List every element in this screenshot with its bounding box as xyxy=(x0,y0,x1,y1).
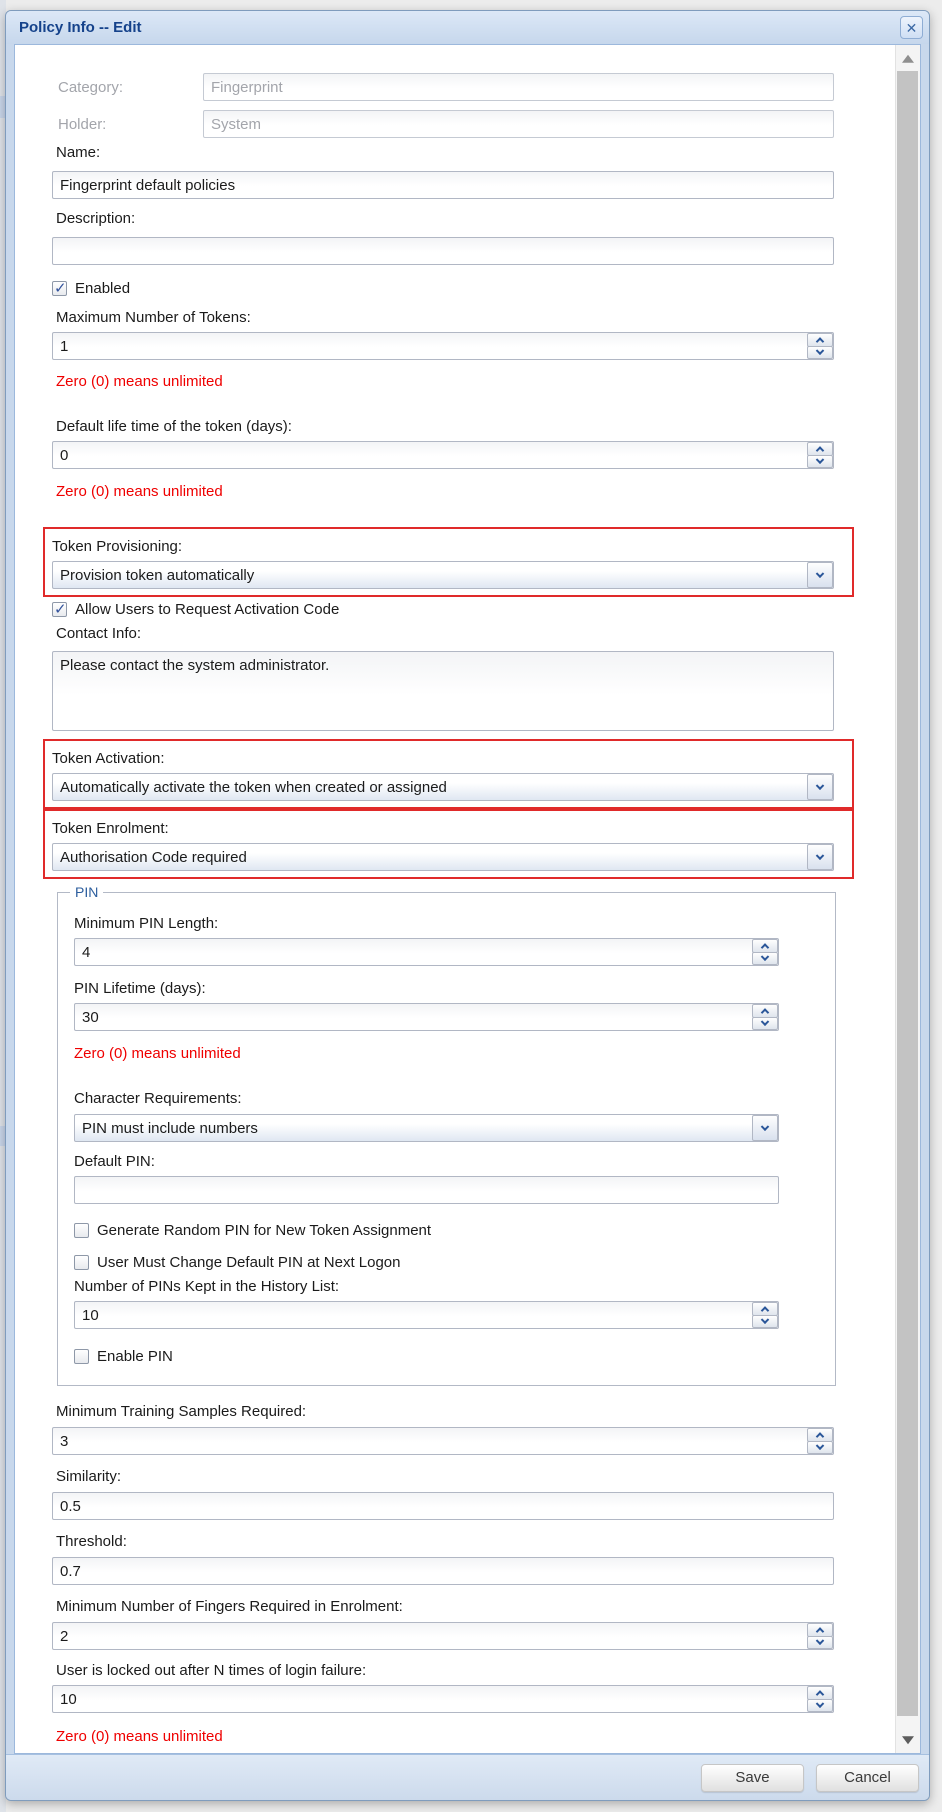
chevron-up-icon xyxy=(816,1627,824,1635)
chevron-down-icon xyxy=(761,953,769,961)
enable-pin-label: Enable PIN xyxy=(97,1347,173,1365)
chevron-down-icon xyxy=(816,347,824,355)
default-lifetime-hint: Zero (0) means unlimited xyxy=(56,483,223,500)
name-label: Name: xyxy=(56,144,101,161)
min-training-samples-spinner xyxy=(807,1428,833,1454)
pin-legend: PIN xyxy=(70,884,103,900)
name-field xyxy=(52,171,834,199)
threshold-input[interactable] xyxy=(52,1557,834,1585)
allow-request-label: Allow Users to Request Activation Code xyxy=(75,600,340,618)
dialog-titlebar[interactable] xyxy=(6,11,929,44)
scroll-down-button[interactable] xyxy=(896,1728,920,1753)
chevron-down-icon xyxy=(816,782,824,790)
max-tokens-hint: Zero (0) means unlimited xyxy=(56,373,223,390)
min-training-samples-input[interactable] xyxy=(52,1427,834,1455)
spin-up-button[interactable] xyxy=(807,1686,833,1700)
token-provisioning-input[interactable] xyxy=(52,561,834,589)
lockout-field xyxy=(52,1685,834,1713)
contact-info-label: Contact Info: xyxy=(56,625,142,642)
max-tokens-input[interactable] xyxy=(52,332,834,360)
lockout-hint: Zero (0) means unlimited xyxy=(56,1728,223,1745)
combo-trigger-button[interactable] xyxy=(807,844,833,870)
dialog-title: Policy Info -- Edit xyxy=(19,19,142,36)
must-change-pin-label: User Must Change Default PIN at Next Logon xyxy=(97,1253,401,1271)
save-button[interactable]: Save xyxy=(701,1764,804,1792)
similarity-label: Similarity: xyxy=(56,1468,122,1485)
enabled-checkbox[interactable] xyxy=(52,281,67,296)
pin-history-input[interactable] xyxy=(74,1301,779,1329)
default-lifetime-spinner xyxy=(807,442,833,468)
scrollbar-thumb[interactable] xyxy=(897,71,918,1716)
token-provisioning-label: Token Provisioning: xyxy=(52,538,183,555)
pin-history-label: Number of PINs Kept in the History List: xyxy=(74,1278,340,1295)
spin-up-button[interactable] xyxy=(752,1302,778,1316)
spin-down-button[interactable] xyxy=(807,455,833,469)
max-tokens-spinner xyxy=(807,333,833,359)
character-requirements-combo xyxy=(74,1114,779,1142)
spin-down-button[interactable] xyxy=(807,346,833,360)
max-tokens-label: Maximum Number of Tokens: xyxy=(56,309,251,326)
policy-form xyxy=(15,45,860,1745)
spin-down-button[interactable] xyxy=(752,1017,778,1031)
highlight-box-token-provisioning xyxy=(43,527,854,597)
holder-input xyxy=(203,110,834,138)
lockout-spinner xyxy=(807,1686,833,1712)
pin-lifetime-input[interactable] xyxy=(74,1003,779,1031)
default-lifetime-label: Default life time of the token (days): xyxy=(56,418,292,435)
description-label: Description: xyxy=(56,210,136,227)
min-fingers-input[interactable] xyxy=(52,1622,834,1650)
enable-pin-checkbox[interactable] xyxy=(74,1349,89,1364)
min-training-samples-field xyxy=(52,1427,834,1455)
spin-down-button[interactable] xyxy=(752,952,778,966)
chevron-up-icon xyxy=(816,446,824,454)
chevron-down-icon xyxy=(816,1700,824,1708)
chevron-up-icon xyxy=(816,337,824,345)
contact-info-textarea[interactable] xyxy=(52,651,834,731)
min-training-samples-label: Minimum Training Samples Required: xyxy=(56,1403,307,1420)
min-fingers-spinner xyxy=(807,1623,833,1649)
spin-down-button[interactable] xyxy=(752,1315,778,1329)
lockout-input[interactable] xyxy=(52,1685,834,1713)
must-change-pin-row xyxy=(74,1253,835,1271)
category-row xyxy=(52,73,860,101)
token-activation-combo xyxy=(52,773,834,801)
token-activation-label: Token Activation: xyxy=(52,750,165,767)
pin-history-spinner xyxy=(752,1302,778,1328)
dialog-footer xyxy=(6,1754,929,1800)
chevron-down-icon xyxy=(816,456,824,464)
close-icon: ✕ xyxy=(905,19,918,36)
threshold-label: Threshold: xyxy=(56,1533,127,1550)
enable-pin-row xyxy=(74,1347,835,1365)
min-pin-length-input[interactable] xyxy=(74,938,779,966)
combo-trigger-button[interactable] xyxy=(807,562,833,588)
spin-up-button[interactable] xyxy=(807,442,833,456)
close-button[interactable] xyxy=(900,16,923,39)
enabled-label: Enabled xyxy=(75,279,131,297)
token-provisioning-combo xyxy=(52,561,834,589)
spin-down-button[interactable] xyxy=(807,1441,833,1455)
generate-random-pin-label: Generate Random PIN for New Token Assignment xyxy=(97,1221,432,1239)
highlight-box-token-activation xyxy=(43,739,854,809)
category-label: Category: xyxy=(58,78,124,96)
chevron-up-icon xyxy=(816,1432,824,1440)
chevron-up-icon xyxy=(761,1008,769,1016)
highlight-box-token-enrolment xyxy=(43,809,854,879)
chevron-down-icon xyxy=(816,852,824,860)
default-lifetime-field xyxy=(52,441,834,469)
similarity-input[interactable] xyxy=(52,1492,834,1520)
min-pin-length-spinner xyxy=(752,939,778,965)
spin-down-button[interactable] xyxy=(807,1636,833,1650)
category-field xyxy=(203,73,834,101)
token-activation-input[interactable] xyxy=(52,773,834,801)
generate-random-pin-checkbox[interactable] xyxy=(74,1223,89,1238)
spin-up-button[interactable] xyxy=(807,1623,833,1637)
pin-lifetime-label: PIN Lifetime (days): xyxy=(74,980,206,997)
min-fingers-field xyxy=(52,1622,834,1650)
must-change-pin-checkbox[interactable] xyxy=(74,1255,89,1270)
allow-request-row xyxy=(52,600,860,618)
default-pin-input[interactable] xyxy=(74,1176,779,1204)
min-pin-length-label: Minimum PIN Length: xyxy=(74,915,219,932)
min-pin-length-field xyxy=(74,938,779,966)
holder-row xyxy=(52,110,860,138)
holder-field xyxy=(203,110,834,138)
chevron-down-icon xyxy=(761,1123,769,1131)
character-requirements-label: Character Requirements: xyxy=(74,1090,242,1107)
token-enrolment-combo xyxy=(52,843,834,871)
chevron-down-icon xyxy=(761,1018,769,1026)
dialog-body xyxy=(14,44,921,1754)
scroll-up-button[interactable] xyxy=(896,45,920,70)
spin-up-button[interactable] xyxy=(752,939,778,953)
default-pin-field xyxy=(74,1176,779,1204)
default-pin-label: Default PIN: xyxy=(74,1153,155,1170)
policy-info-edit-dialog xyxy=(5,10,930,1801)
allow-request-checkbox[interactable] xyxy=(52,602,67,617)
min-fingers-label: Minimum Number of Fingers Required in Enrolment: xyxy=(56,1598,403,1615)
chevron-down-icon xyxy=(816,1442,824,1450)
pin-lifetime-hint: Zero (0) means unlimited xyxy=(74,1045,241,1062)
lockout-label: User is locked out after N times of login failure: xyxy=(56,1662,367,1679)
chevron-down-icon xyxy=(816,570,824,578)
chevron-up-icon xyxy=(816,1690,824,1698)
spin-down-button[interactable] xyxy=(807,1699,833,1713)
enabled-row xyxy=(52,279,860,297)
combo-trigger-button[interactable] xyxy=(752,1115,778,1141)
form-scroll-area xyxy=(15,45,895,1753)
generate-random-pin-row xyxy=(74,1221,835,1239)
token-enrolment-label: Token Enrolment: xyxy=(52,820,169,837)
chevron-down-icon xyxy=(816,1637,824,1645)
description-input[interactable] xyxy=(52,237,834,265)
scroll-up-icon xyxy=(902,54,914,62)
similarity-field xyxy=(52,1492,834,1520)
token-enrolment-input[interactable] xyxy=(52,843,834,871)
chevron-up-icon xyxy=(761,1306,769,1314)
scroll-down-icon xyxy=(902,1736,914,1744)
character-requirements-input[interactable] xyxy=(74,1114,779,1142)
spin-up-button[interactable] xyxy=(752,1004,778,1018)
spin-up-button[interactable] xyxy=(807,1428,833,1442)
cancel-button[interactable]: Cancel xyxy=(816,1764,919,1792)
pin-fieldset xyxy=(57,884,836,1386)
max-tokens-field xyxy=(52,332,834,360)
name-input[interactable] xyxy=(52,171,834,199)
description-field xyxy=(52,237,834,265)
default-lifetime-input[interactable] xyxy=(52,441,834,469)
threshold-field xyxy=(52,1557,834,1585)
combo-trigger-button[interactable] xyxy=(807,774,833,800)
holder-label: Holder: xyxy=(58,115,107,133)
pin-history-field xyxy=(74,1301,779,1329)
pin-lifetime-spinner xyxy=(752,1004,778,1030)
chevron-up-icon xyxy=(761,943,769,951)
vertical-scrollbar[interactable] xyxy=(895,45,920,1753)
spin-up-button[interactable] xyxy=(807,333,833,347)
category-input xyxy=(203,73,834,101)
pin-lifetime-field xyxy=(74,1003,779,1031)
chevron-down-icon xyxy=(761,1316,769,1324)
